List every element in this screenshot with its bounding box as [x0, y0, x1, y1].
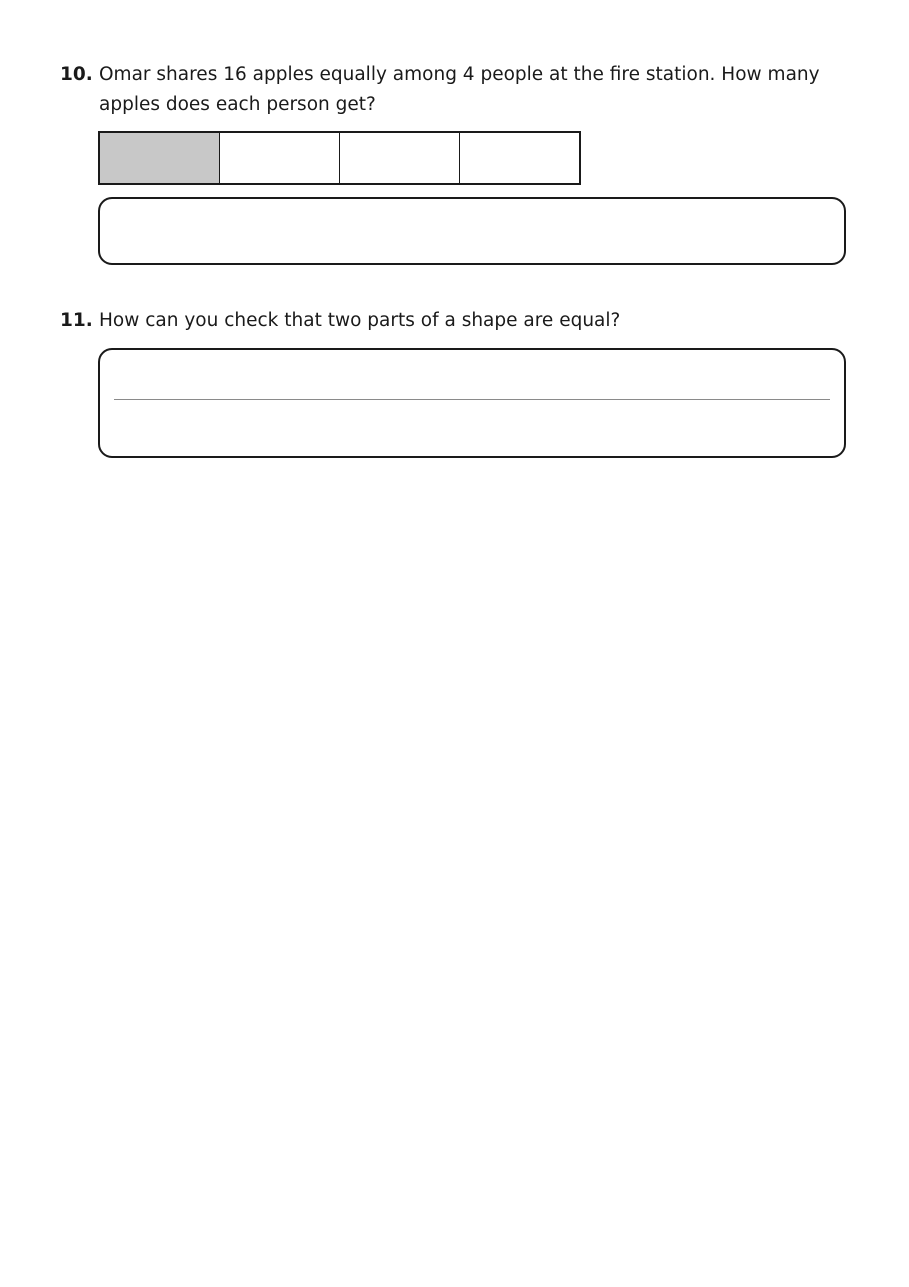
answer-box-question-10[interactable]: [98, 197, 846, 265]
bar-part-3: [340, 133, 460, 183]
question-10-text: Omar shares 16 apples equally among 4 people at the fire station. How many apples does each person get?: [99, 64, 820, 115]
question-11-text: How can you check that two parts of a shape are equal?: [99, 310, 621, 331]
bar-model-four-parts: [98, 131, 581, 185]
question-10-header: [60, 60, 850, 120]
answer-writing-line: [114, 399, 830, 400]
bar-part-1-shaded: [100, 133, 220, 183]
bar-part-4: [460, 133, 579, 183]
answer-box-question-11[interactable]: [98, 348, 846, 458]
question-11-header: [60, 306, 850, 336]
question-10-number: 10.: [60, 64, 93, 85]
question-10: [60, 60, 850, 120]
question-11-number: 11.: [60, 310, 93, 331]
bar-part-2: [220, 133, 340, 183]
question-11: [60, 306, 850, 336]
